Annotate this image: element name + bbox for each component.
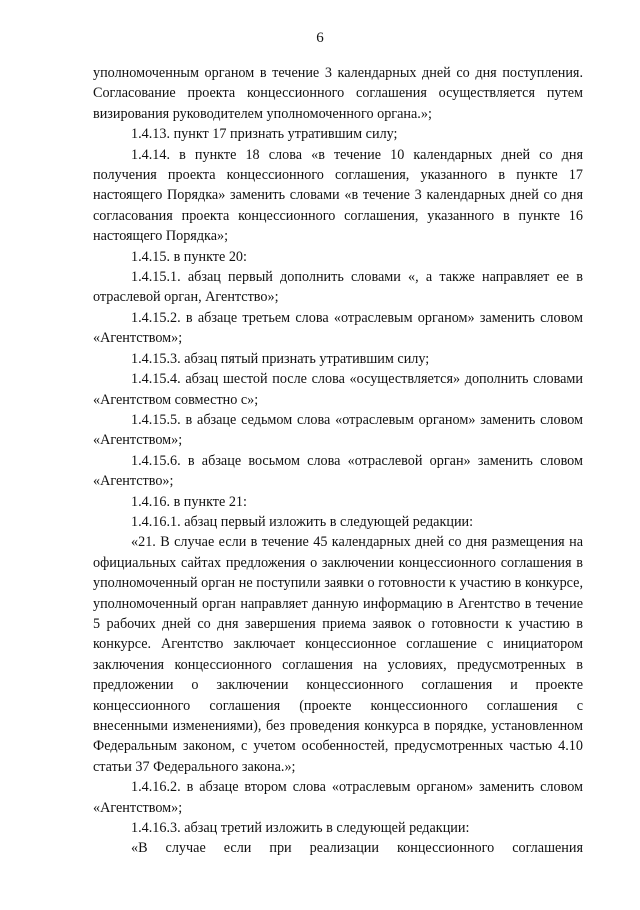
paragraph: 1.4.16.3. абзац третий изложить в следующей редакции: [131,820,470,837]
paragraph: «В случае если при реализации концессионного соглашения [131,840,583,857]
paragraph: 1.4.15.2. в абзаце третьем слова «отраслевым органом» заменить словом «Агентством»; [93,309,583,347]
paragraph: 1.4.15. в пункте 20: [131,248,247,265]
document-body [93,63,583,859]
paragraph: 1.4.16.1. абзац первый изложить в следующей редакции: [131,513,474,530]
paragraph: 1.4.14. в пункте 18 слова «в течение 10 календарных дней со дня получения проекта концессионного соглашения, указанного в пункте 17 настоящего Порядка» заменить словами «в течение 3 календарных дней со дня согласования проекта концессионного соглашения, указанного в пункте 16 настоящего Порядка»; [93,146,583,245]
paragraph: уполномоченным органом в течение 3 календарных дней со дня поступления. Согласование проекта концессионного соглашения осуществляется путем визирования руководителем уполномоченного органа.»; [93,65,583,122]
paragraph: 1.4.16. в пункте 21: [131,493,247,510]
paragraph: 1.4.15.6. в абзаце восьмом слова «отраслевой орган» заменить словом «Агентство»; [93,452,583,490]
paragraph: 1.4.15.3. абзац пятый признать утратившим силу; [131,350,430,367]
paragraph: 1.4.15.1. абзац первый дополнить словами «, а также направляет ее в отраслевой орган, Агентство»; [93,269,583,306]
paragraph: 1.4.16.2. в абзаце втором слова «отраслевым органом» заменить словом «Агентством»; [93,779,583,816]
paragraph: 1.4.13. пункт 17 признать утратившим силу; [131,126,398,143]
paragraph: 1.4.15.5. в абзаце седьмом слова «отраслевым органом» заменить словом «Агентством»; [93,411,583,449]
page-number: 6 [316,30,324,46]
paragraph: «21. В случае если в течение 45 календарных дней со дня размещения на официальных сайтах предложения о заключении концессионного соглашения в уполномоченный орган не поступили заявки о готовности к участию в конкурсе, уполномоченный орган направляет данную информацию в Агентство в течение 5 рабочих дней со дня завершения приема заявок о готовности к участию в конкурсе. Агентство заключает концессионное соглашение с инициатором заключения концессионного соглашения на условиях, предусмотренных в предложении о заключении концессионного соглашения и проекте концессионного соглашения (проекте концессионного соглашения с внесенными изменениями), без проведения конкурса в порядке, установленном Федеральным законом, с учетом особенностей, предусмотренных частью 4.10 статьи 37 Федерального закона.»; [93,534,583,775]
paragraph: 1.4.15.4. абзац шестой после слова «осуществляется» дополнить словами «Агентством совместно с»; [93,371,583,408]
